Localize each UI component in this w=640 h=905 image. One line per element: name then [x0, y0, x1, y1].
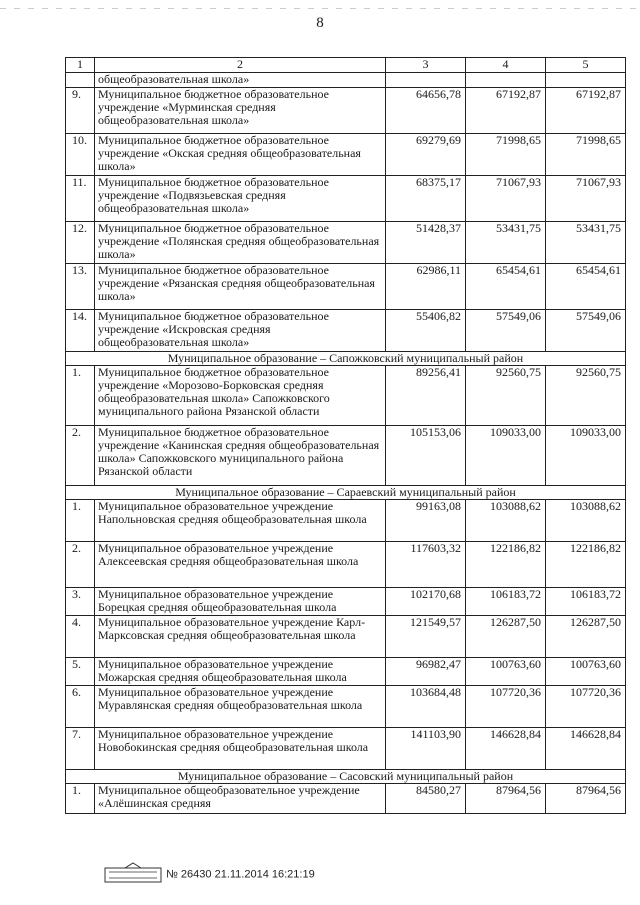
row-number: 5.	[66, 658, 95, 686]
value-col-5: 87964,56	[546, 784, 626, 814]
continuation-row	[66, 73, 626, 88]
institution-name: Муниципальное бюджетное образовательное учреждение «Рязанская средняя общеобразовательная школа»	[95, 264, 386, 310]
institution-name: Муниципальное общеобразовательное учреждение «Алёшинская средняя	[95, 784, 386, 814]
table-row	[66, 264, 626, 310]
institution-name: Муниципальное бюджетное образовательное учреждение «Канинская средняя общеобразовательная школа» Сапожковского муниципального района Рязанской области	[95, 426, 386, 486]
continuation-text: общеобразовательная школа»	[95, 73, 386, 88]
section-sapozhok: Муниципальное образование – Сапожковский муниципальный район	[66, 352, 626, 366]
value-col-3: 117603,32	[386, 542, 466, 588]
value-col-3: 121549,57	[386, 616, 466, 658]
table-row	[66, 310, 626, 352]
value-col-5: 53431,75	[546, 222, 626, 264]
table-row	[66, 542, 626, 588]
value-col-5: 103088,62	[546, 500, 626, 542]
row-number: 13.	[66, 264, 95, 310]
row-number: 6.	[66, 686, 95, 728]
table-row	[66, 88, 626, 134]
value-col-4: 71998,65	[466, 134, 546, 176]
value-col-3: 68375,17	[386, 176, 466, 222]
institution-name: Муниципальное бюджетное образовательное учреждение «Полянская средняя общеобразовательная школа»	[95, 222, 386, 264]
value-col-5: 106183,72	[546, 588, 626, 616]
section-row	[66, 486, 626, 500]
col-header-1: 1	[66, 58, 95, 73]
value-col-4: 126287,50	[466, 616, 546, 658]
row-number: 1.	[66, 784, 95, 814]
institution-name: Муниципальное образовательное учреждение Можарская средняя общеобразовательная школа	[95, 658, 386, 686]
row-number: 4.	[66, 616, 95, 658]
value-col-3: 99163,08	[386, 500, 466, 542]
value-col-5: 65454,61	[546, 264, 626, 310]
value-col-3: 64656,78	[386, 88, 466, 134]
value-col-4: 107720,36	[466, 686, 546, 728]
document-footer	[103, 862, 315, 887]
row-number: 10.	[66, 134, 95, 176]
page-number: 8	[316, 15, 324, 31]
registry-seal-icon	[103, 862, 163, 887]
table-row	[66, 500, 626, 542]
value-col-3: 141103,90	[386, 728, 466, 770]
value-col-4: 67192,87	[466, 88, 546, 134]
row-number: 2.	[66, 426, 95, 486]
col-header-3: 3	[386, 58, 466, 73]
table-row	[66, 366, 626, 426]
section-saraevo: Муниципальное образование – Сараевский муниципальный район	[66, 486, 626, 500]
row-number: 2.	[66, 542, 95, 588]
value-col-4: 87964,56	[466, 784, 546, 814]
row-number: 14.	[66, 310, 95, 352]
row-number: 7.	[66, 728, 95, 770]
institution-name: Муниципальное бюджетное образовательное учреждение «Подвязьевская средняя общеобразовательная школа»	[95, 176, 386, 222]
institution-name: Муниципальное бюджетное образовательное учреждение «Искровская средняя общеобразовательная школа»	[95, 310, 386, 352]
value-col-4: 146628,84	[466, 728, 546, 770]
value-col-5: 107720,36	[546, 686, 626, 728]
institution-name: Муниципальное образовательное учреждение Борецкая средняя общеобразовательная школа	[95, 588, 386, 616]
table-row	[66, 134, 626, 176]
institution-name: Муниципальное бюджетное образовательное учреждение «Морозово-Борковская средняя общеобразовательная школа» Сапожковского муниципального района Рязанской области	[95, 366, 386, 426]
section-row	[66, 352, 626, 366]
footer-number: № 26430	[166, 868, 212, 881]
institution-name: Муниципальное бюджетное образовательное учреждение «Окская средняя общеобразовательная школа»	[95, 134, 386, 176]
value-col-4: 53431,75	[466, 222, 546, 264]
header-row	[66, 58, 626, 73]
table-row	[66, 616, 626, 658]
value-col-5: 122186,82	[546, 542, 626, 588]
table-row	[66, 784, 626, 814]
row-number: 1.	[66, 366, 95, 426]
institution-name: Муниципальное бюджетное образовательное учреждение «Мурминская средняя общеобразовательная школа»	[95, 88, 386, 134]
value-col-4: 71067,93	[466, 176, 546, 222]
value-col-5: 109033,00	[546, 426, 626, 486]
col-header-2: 2	[95, 58, 386, 73]
institution-name: Муниципальное образовательное учреждение Напольновская средняя общеобразовательная школа	[95, 500, 386, 542]
col-header-5: 5	[546, 58, 626, 73]
institution-name: Муниципальное образовательное учреждение Новобокинская средняя общеобразовательная школа	[95, 728, 386, 770]
value-col-4: 100763,60	[466, 658, 546, 686]
value-col-5: 126287,50	[546, 616, 626, 658]
table-row	[66, 222, 626, 264]
value-col-5: 100763,60	[546, 658, 626, 686]
value-col-3: 105153,06	[386, 426, 466, 486]
value-col-4: 65454,61	[466, 264, 546, 310]
table-row	[66, 176, 626, 222]
value-col-3: 89256,41	[386, 366, 466, 426]
table-row	[66, 686, 626, 728]
value-col-5: 57549,06	[546, 310, 626, 352]
value-col-3: 96982,47	[386, 658, 466, 686]
value-col-5: 67192,87	[546, 88, 626, 134]
section-row	[66, 770, 626, 784]
value-col-5: 92560,75	[546, 366, 626, 426]
value-col-3: 69279,69	[386, 134, 466, 176]
institution-name: Муниципальное образовательное учреждение Карл-Марксовская средняя общеобразовательная школа	[95, 616, 386, 658]
institution-name: Муниципальное образовательное учреждение Алексеевская средняя общеобразовательная школа	[95, 542, 386, 588]
value-col-3: 51428,37	[386, 222, 466, 264]
scan-artifact-line	[0, 8, 640, 9]
col-header-4: 4	[466, 58, 546, 73]
value-col-3: 102170,68	[386, 588, 466, 616]
value-col-5: 71998,65	[546, 134, 626, 176]
value-col-4: 122186,82	[466, 542, 546, 588]
value-col-4: 103088,62	[466, 500, 546, 542]
value-col-4: 92560,75	[466, 366, 546, 426]
row-number: 3.	[66, 588, 95, 616]
value-col-3: 103684,48	[386, 686, 466, 728]
row-number: 12.	[66, 222, 95, 264]
allocation-table	[65, 57, 626, 814]
row-number: 9.	[66, 88, 95, 134]
value-col-3: 84580,27	[386, 784, 466, 814]
row-number: 11.	[66, 176, 95, 222]
value-col-3: 62986,11	[386, 264, 466, 310]
table-row	[66, 658, 626, 686]
footer-datetime: 21.11.2014 16:21:19	[214, 868, 315, 881]
row-number: 1.	[66, 500, 95, 542]
value-col-4: 57549,06	[466, 310, 546, 352]
institution-name: Муниципальное образовательное учреждение Муравлянская средняя общеобразовательная школа	[95, 686, 386, 728]
table-row	[66, 426, 626, 486]
table-row	[66, 588, 626, 616]
value-col-5: 146628,84	[546, 728, 626, 770]
value-col-4: 109033,00	[466, 426, 546, 486]
value-col-5: 71067,93	[546, 176, 626, 222]
section-sasovo: Муниципальное образование – Сасовский муниципальный район	[66, 770, 626, 784]
value-col-4: 106183,72	[466, 588, 546, 616]
value-col-3: 55406,82	[386, 310, 466, 352]
table-row	[66, 728, 626, 770]
